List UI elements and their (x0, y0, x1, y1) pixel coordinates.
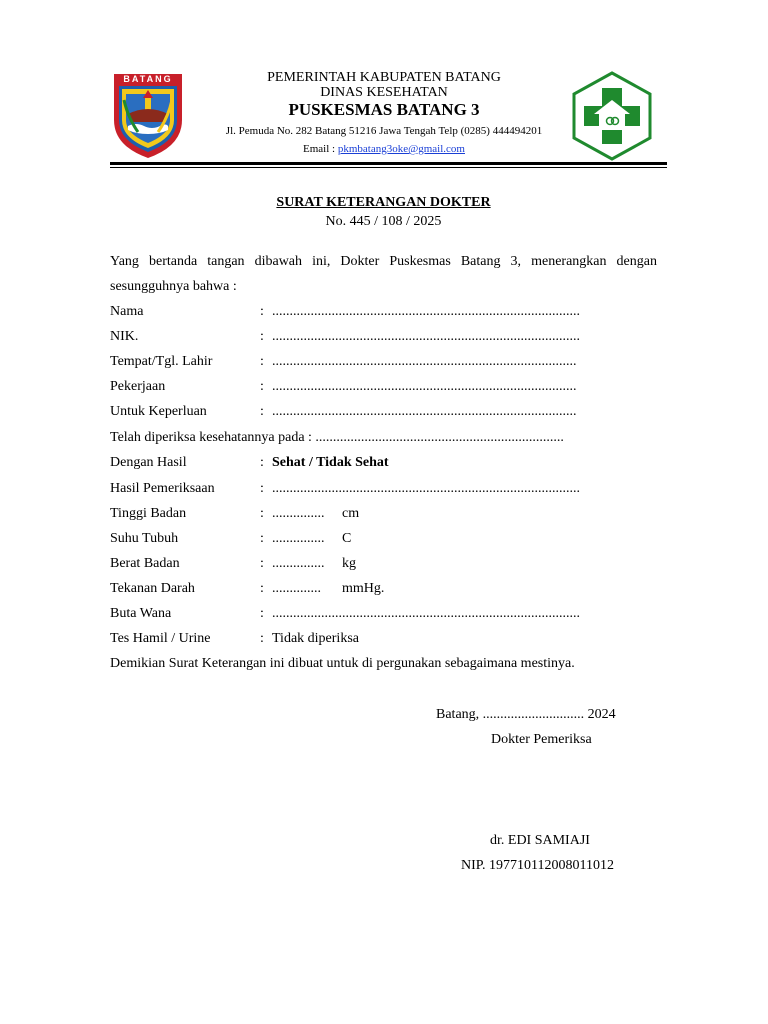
batang-crest-logo (110, 70, 186, 160)
result-colon: : (260, 581, 264, 596)
result-label: Tekanan Darah (110, 581, 195, 596)
signature-name: dr. EDI SAMIAJI (490, 833, 590, 848)
result-value: ........................................................................................ (272, 481, 580, 496)
field-colon: : (260, 379, 264, 394)
result-value: .............. (272, 581, 321, 596)
crest-banner-text: BATANG (123, 74, 173, 84)
result-colon: : (260, 531, 264, 546)
field-label: Pekerjaan (110, 379, 166, 394)
intro-paragraph: Yang bertanda tangan dibawah ini, Dokter Puskesmas Batang 3, menerangkan dengan sesungguhnya bahwa : (110, 254, 657, 294)
letterhead-agency: DINAS KESEHATAN (320, 85, 448, 100)
field-label: Untuk Keperluan (110, 404, 207, 419)
result-colon: : (260, 606, 264, 621)
result-colon: : (260, 556, 264, 571)
result-label: Berat Badan (110, 556, 180, 571)
result-label: Dengan Hasil (110, 455, 187, 470)
letterhead-government: PEMERINTAH KABUPATEN BATANG (267, 70, 501, 85)
field-colon: : (260, 304, 264, 319)
email-label: Email : (303, 143, 338, 155)
letterhead-email-row (190, 143, 578, 155)
document-title: SURAT KETERANGAN DOKTER (276, 195, 491, 210)
signature-place-date: Batang, ............................. 2024 (436, 707, 616, 722)
field-label: NIK. (110, 329, 139, 344)
result-label: Buta Wana (110, 606, 172, 621)
field-label: Nama (110, 304, 144, 319)
field-value: ....................................................................................... (272, 404, 577, 419)
field-colon: : (260, 404, 264, 419)
result-label: Tes Hamil / Urine (110, 631, 211, 646)
email-link[interactable]: pkmbatang3oke@gmail.com (337, 143, 465, 155)
result-unit: mmHg. (342, 581, 385, 596)
result-label: Hasil Pemeriksaan (110, 481, 215, 496)
health-status-value: Sehat / Tidak Sehat (272, 455, 389, 470)
result-unit: kg (342, 556, 356, 571)
letterhead-rule-thin (110, 167, 667, 168)
field-value: ........................................................................................ (272, 329, 580, 344)
field-value: ....................................................................................... (272, 354, 577, 369)
result-colon: : (260, 481, 264, 496)
closing-statement: Demikian Surat Keterangan ini dibuat untuk di pergunakan sebagaimana mestinya. (110, 656, 575, 671)
letterhead (190, 68, 578, 160)
result-unit: cm (342, 506, 360, 521)
puskesmas-logo (570, 70, 654, 162)
result-colon: : (260, 631, 264, 646)
letterhead-facility: PUSKESMAS BATANG 3 (288, 100, 480, 119)
field-colon: : (260, 354, 264, 369)
result-colon: : (260, 455, 264, 470)
result-value: ........................................................................................ (272, 606, 580, 621)
result-value: ............... (272, 506, 325, 521)
result-value: ............... (272, 531, 325, 546)
letterhead-rule-thick (110, 162, 667, 165)
signature-nip: NIP. 197710112008011012 (461, 858, 614, 873)
field-value: ....................................................................................... (272, 379, 577, 394)
examined-date-line: Telah diperiksa kesehatannya pada : ....................................................................... (110, 430, 564, 445)
result-value: ............... (272, 556, 325, 571)
result-value: Tidak diperiksa (272, 631, 359, 646)
letterhead-address: Jl. Pemuda No. 282 Batang 51216 Jawa Tengah Telp (0285) 444494201 (225, 125, 543, 137)
field-value: ........................................................................................ (272, 304, 580, 319)
document-number: No. 445 / 108 / 2025 (325, 214, 442, 229)
result-unit: C (342, 531, 352, 546)
result-label: Suhu Tubuh (110, 531, 179, 546)
result-label: Tinggi Badan (110, 506, 187, 521)
result-colon: : (260, 506, 264, 521)
field-colon: : (260, 329, 264, 344)
field-label: Tempat/Tgl. Lahir (110, 354, 213, 369)
signature-role: Dokter Pemeriksa (491, 732, 592, 747)
